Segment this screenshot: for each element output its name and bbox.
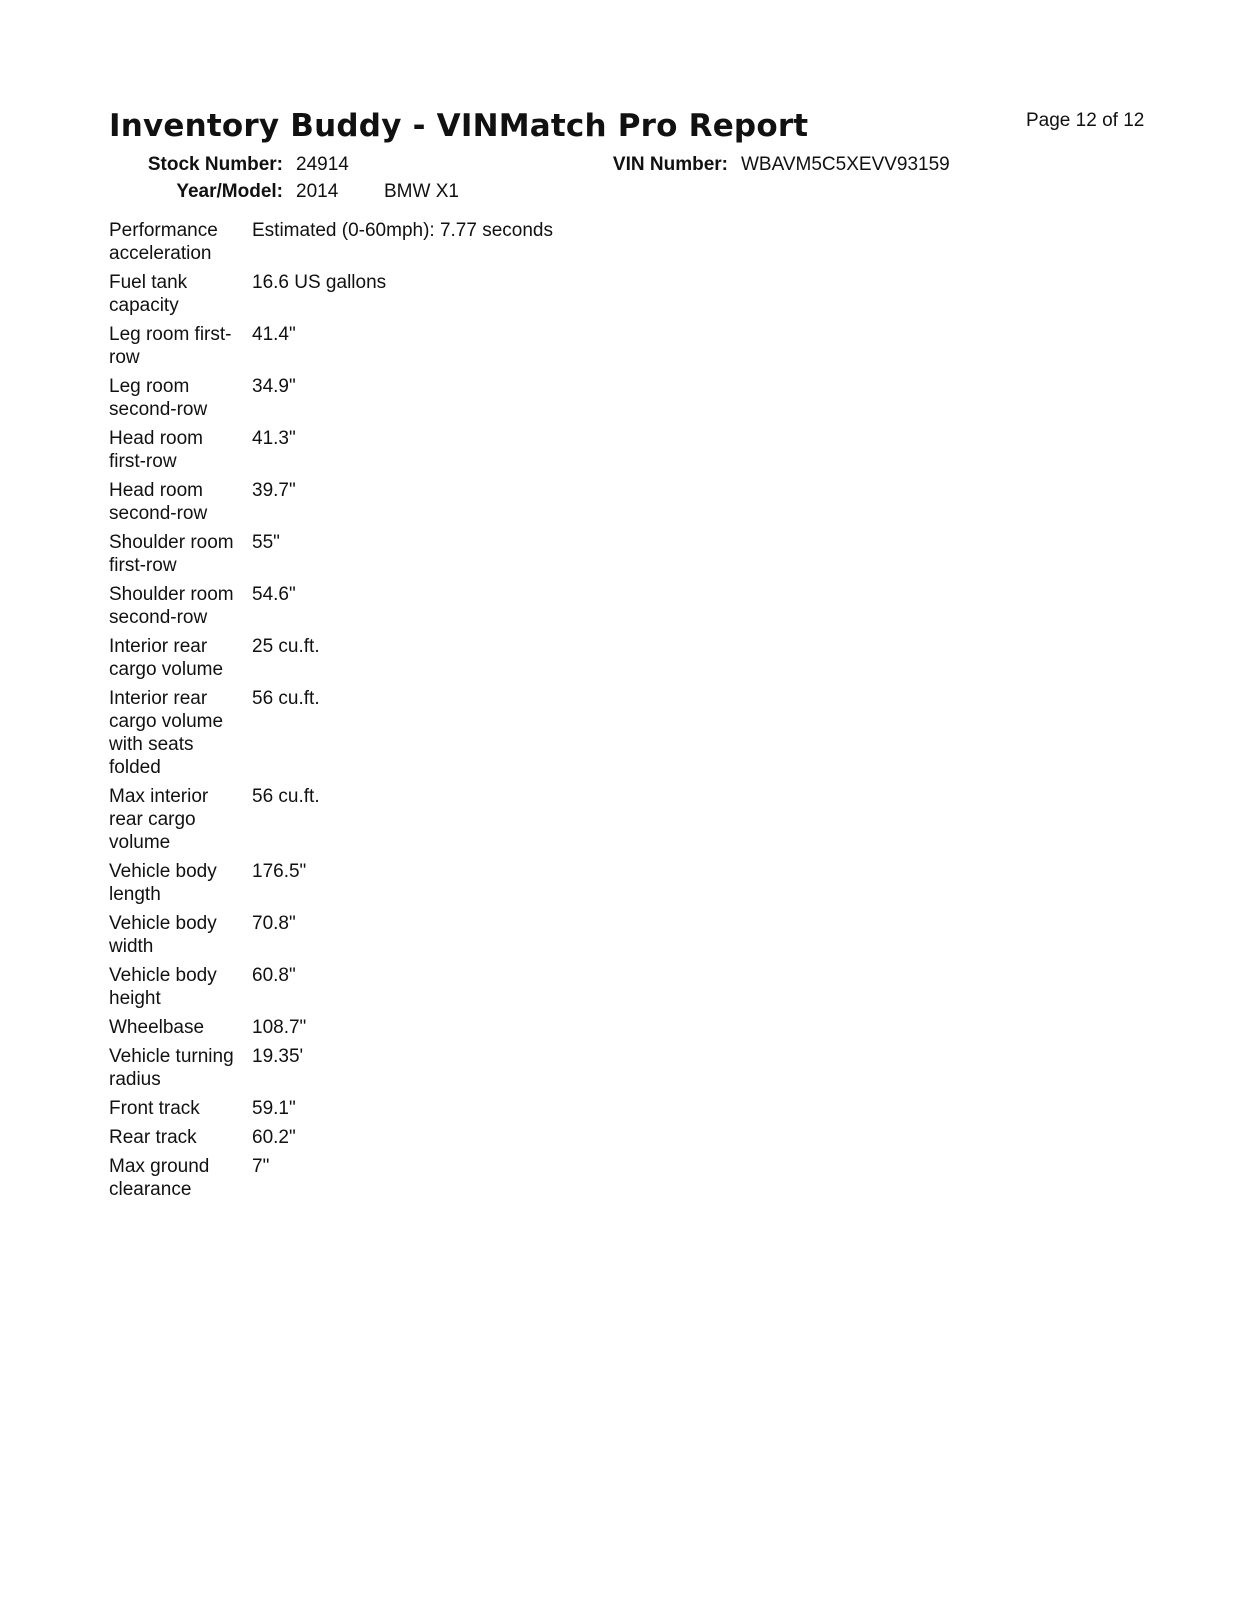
spec-row <box>109 427 809 473</box>
year-model-label: Year/Model: <box>176 181 283 202</box>
spec-value: 59.1" <box>252 1098 296 1119</box>
spec-row <box>109 271 809 317</box>
spec-label: Shoulder room second-row <box>109 584 234 628</box>
spec-row <box>109 531 809 577</box>
spec-value: 54.6" <box>252 584 296 605</box>
stock-number-value: 24914 <box>296 154 349 175</box>
spec-value: 19.35' <box>252 1046 304 1067</box>
stock-number-label: Stock Number: <box>147 154 283 175</box>
spec-value: 55" <box>252 532 280 553</box>
spec-label: Max ground clearance <box>109 1156 210 1200</box>
spec-value: 41.3" <box>252 428 296 449</box>
spec-row <box>109 479 809 525</box>
spec-row <box>109 635 809 681</box>
spec-value: 60.8" <box>252 965 296 986</box>
spec-row <box>109 860 809 906</box>
vin-number-label: VIN Number: <box>612 154 728 175</box>
year-value: 2014 <box>296 181 339 202</box>
spec-label: Fuel tank capacity <box>109 272 188 316</box>
spec-value: 7" <box>252 1156 270 1177</box>
spec-value: Estimated (0-60mph): 7.77 seconds <box>252 220 553 241</box>
report-title: Inventory Buddy - VINMatch Pro Report <box>109 108 809 144</box>
spec-row <box>109 219 809 265</box>
spec-label: Leg room first-row <box>109 324 232 368</box>
spec-row <box>109 912 809 958</box>
model-value: BMW X1 <box>384 181 459 202</box>
spec-label: Wheelbase <box>109 1017 205 1038</box>
spec-value: 70.8" <box>252 913 296 934</box>
spec-value: 176.5" <box>252 861 307 882</box>
spec-label: Vehicle body length <box>109 861 217 905</box>
spec-row <box>109 1016 809 1039</box>
spec-label: Head room second-row <box>109 480 208 524</box>
page-number: Page 12 of 12 <box>1026 110 1145 131</box>
spec-row <box>109 1045 809 1091</box>
spec-row <box>109 687 809 779</box>
spec-row <box>109 375 809 421</box>
spec-label: Max interior rear cargo volume <box>109 786 209 853</box>
spec-label: Vehicle body height <box>109 965 217 1009</box>
spec-row <box>109 964 809 1010</box>
spec-row <box>109 1126 809 1149</box>
spec-value: 16.6 US gallons <box>252 272 387 293</box>
spec-label: Shoulder room first-row <box>109 532 234 576</box>
spec-label: Vehicle turning radius <box>109 1046 234 1090</box>
spec-value: 34.9" <box>252 376 296 397</box>
spec-row <box>109 1097 809 1120</box>
spec-label: Rear track <box>109 1127 197 1148</box>
vin-number-value: WBAVM5C5XEVV93159 <box>741 154 950 175</box>
spec-row <box>109 323 809 369</box>
spec-value: 56 cu.ft. <box>252 786 320 807</box>
spec-value: 25 cu.ft. <box>252 636 320 657</box>
spec-row <box>109 583 809 629</box>
spec-label: Performance acceleration <box>109 220 218 264</box>
spec-label: Leg room second-row <box>109 376 208 420</box>
spec-value: 41.4" <box>252 324 296 345</box>
spec-label: Vehicle body width <box>109 913 217 957</box>
spec-label: Interior rear cargo volume with seats folded <box>109 688 224 778</box>
spec-value: 108.7" <box>252 1017 307 1038</box>
spec-label: Head room first-row <box>109 428 203 472</box>
spec-row <box>109 785 809 854</box>
specs-table <box>109 219 809 1207</box>
spec-value: 39.7" <box>252 480 296 501</box>
spec-label: Front track <box>109 1098 200 1119</box>
spec-value: 60.2" <box>252 1127 296 1148</box>
spec-row <box>109 1155 809 1201</box>
spec-label: Interior rear cargo volume <box>109 636 224 680</box>
spec-value: 56 cu.ft. <box>252 688 320 709</box>
